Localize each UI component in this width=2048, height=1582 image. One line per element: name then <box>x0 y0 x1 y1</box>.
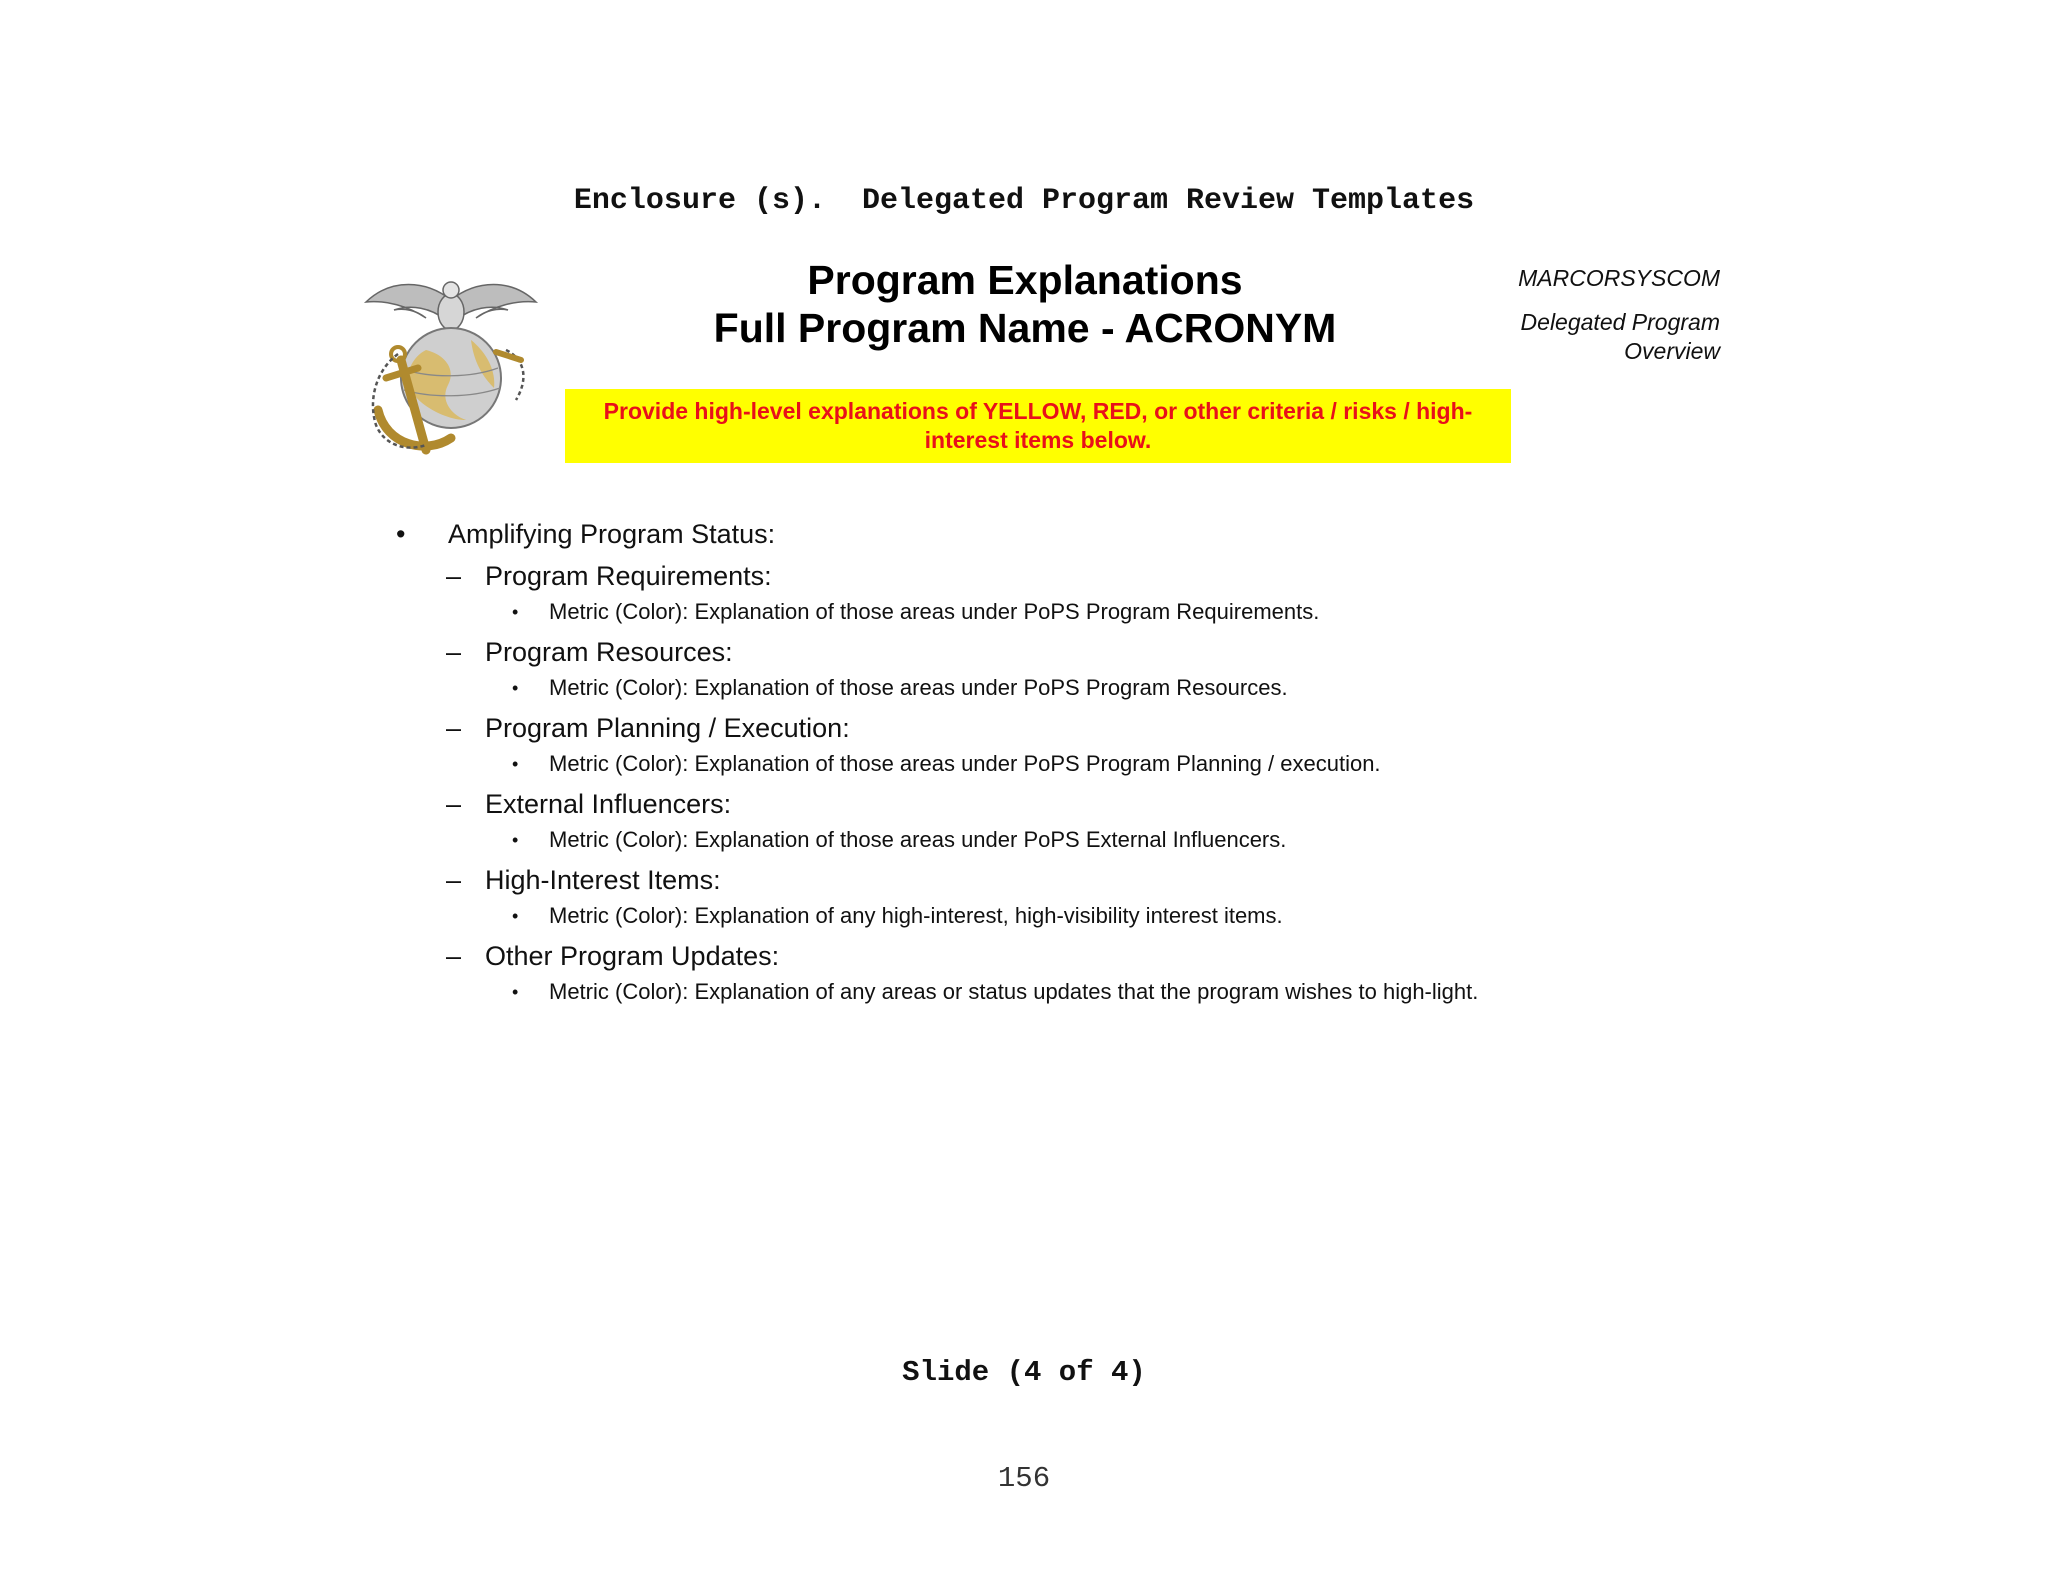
section-heading-text: Program Requirements: <box>485 561 772 591</box>
section-heading-text: Other Program Updates: <box>485 941 780 971</box>
enclosure-heading: Enclosure (s). Delegated Program Review Templates <box>573 184 1475 218</box>
section-detail <box>396 898 1696 934</box>
section-heading <box>396 558 1696 594</box>
dash-icon: – <box>446 713 462 743</box>
org-block <box>1400 264 1720 366</box>
title-block <box>560 256 1490 352</box>
dash-icon: – <box>446 789 462 819</box>
bullet-icon: • <box>396 519 406 549</box>
bullet-icon: • <box>512 906 519 926</box>
page-number: 156 <box>997 1462 1051 1495</box>
slide-title: Program Explanations <box>807 257 1243 303</box>
org-subtitle-line1: Delegated Program <box>1520 309 1720 335</box>
section-heading <box>396 634 1696 670</box>
bullet-icon: • <box>512 830 519 850</box>
status-list <box>396 514 1696 1013</box>
section-detail-text: Metric (Color): Explanation of those areas under PoPS Program Requirements. <box>549 599 1320 624</box>
section-detail <box>396 594 1696 630</box>
program-name-title: Full Program Name - ACRONYM <box>713 305 1337 351</box>
section-detail-text: Metric (Color): Explanation of those areas under PoPS Program Planning / execution. <box>549 751 1381 776</box>
bullet-icon: • <box>512 678 519 698</box>
main-bullet-item <box>396 514 1696 554</box>
dash-icon: – <box>446 941 462 971</box>
org-name: MARCORSYSCOM <box>1518 265 1720 291</box>
section-heading <box>396 862 1696 898</box>
section-detail-text: Metric (Color): Explanation of those areas under PoPS Program Resources. <box>549 675 1288 700</box>
eagle-globe-anchor-icon <box>356 260 546 460</box>
dash-icon: – <box>446 561 462 591</box>
section-detail <box>396 974 1696 1010</box>
main-bullet-text: Amplifying Program Status: <box>448 519 776 549</box>
section-detail <box>396 822 1696 858</box>
section-heading <box>396 710 1696 746</box>
section-detail-text: Metric (Color): Explanation of those areas under PoPS External Influencers. <box>549 827 1287 852</box>
bullet-icon: • <box>512 602 519 622</box>
section-detail-text: Metric (Color): Explanation of any high-interest, high-visibility interest items. <box>549 903 1283 928</box>
bullet-icon: • <box>512 754 519 774</box>
section-heading-text: High-Interest Items: <box>485 865 721 895</box>
section-detail-text: Metric (Color): Explanation of any areas or status updates that the program wishes to high-light. <box>549 979 1479 1004</box>
section-heading <box>396 938 1696 974</box>
dash-icon: – <box>446 865 462 895</box>
instruction-callout: Provide high-level explanations of YELLOW, RED, or other criteria / risks / high-interest items below. <box>565 389 1511 463</box>
bullet-icon: • <box>512 982 519 1002</box>
org-subtitle-line2: Overview <box>1624 338 1720 364</box>
slide-number: Slide (4 of 4) <box>902 1356 1146 1389</box>
section-heading <box>396 786 1696 822</box>
section-heading-text: External Influencers: <box>485 789 732 819</box>
dash-icon: – <box>446 637 462 667</box>
section-detail <box>396 746 1696 782</box>
section-heading-text: Program Resources: <box>485 637 733 667</box>
section-heading-text: Program Planning / Execution: <box>485 713 850 743</box>
section-detail <box>396 670 1696 706</box>
